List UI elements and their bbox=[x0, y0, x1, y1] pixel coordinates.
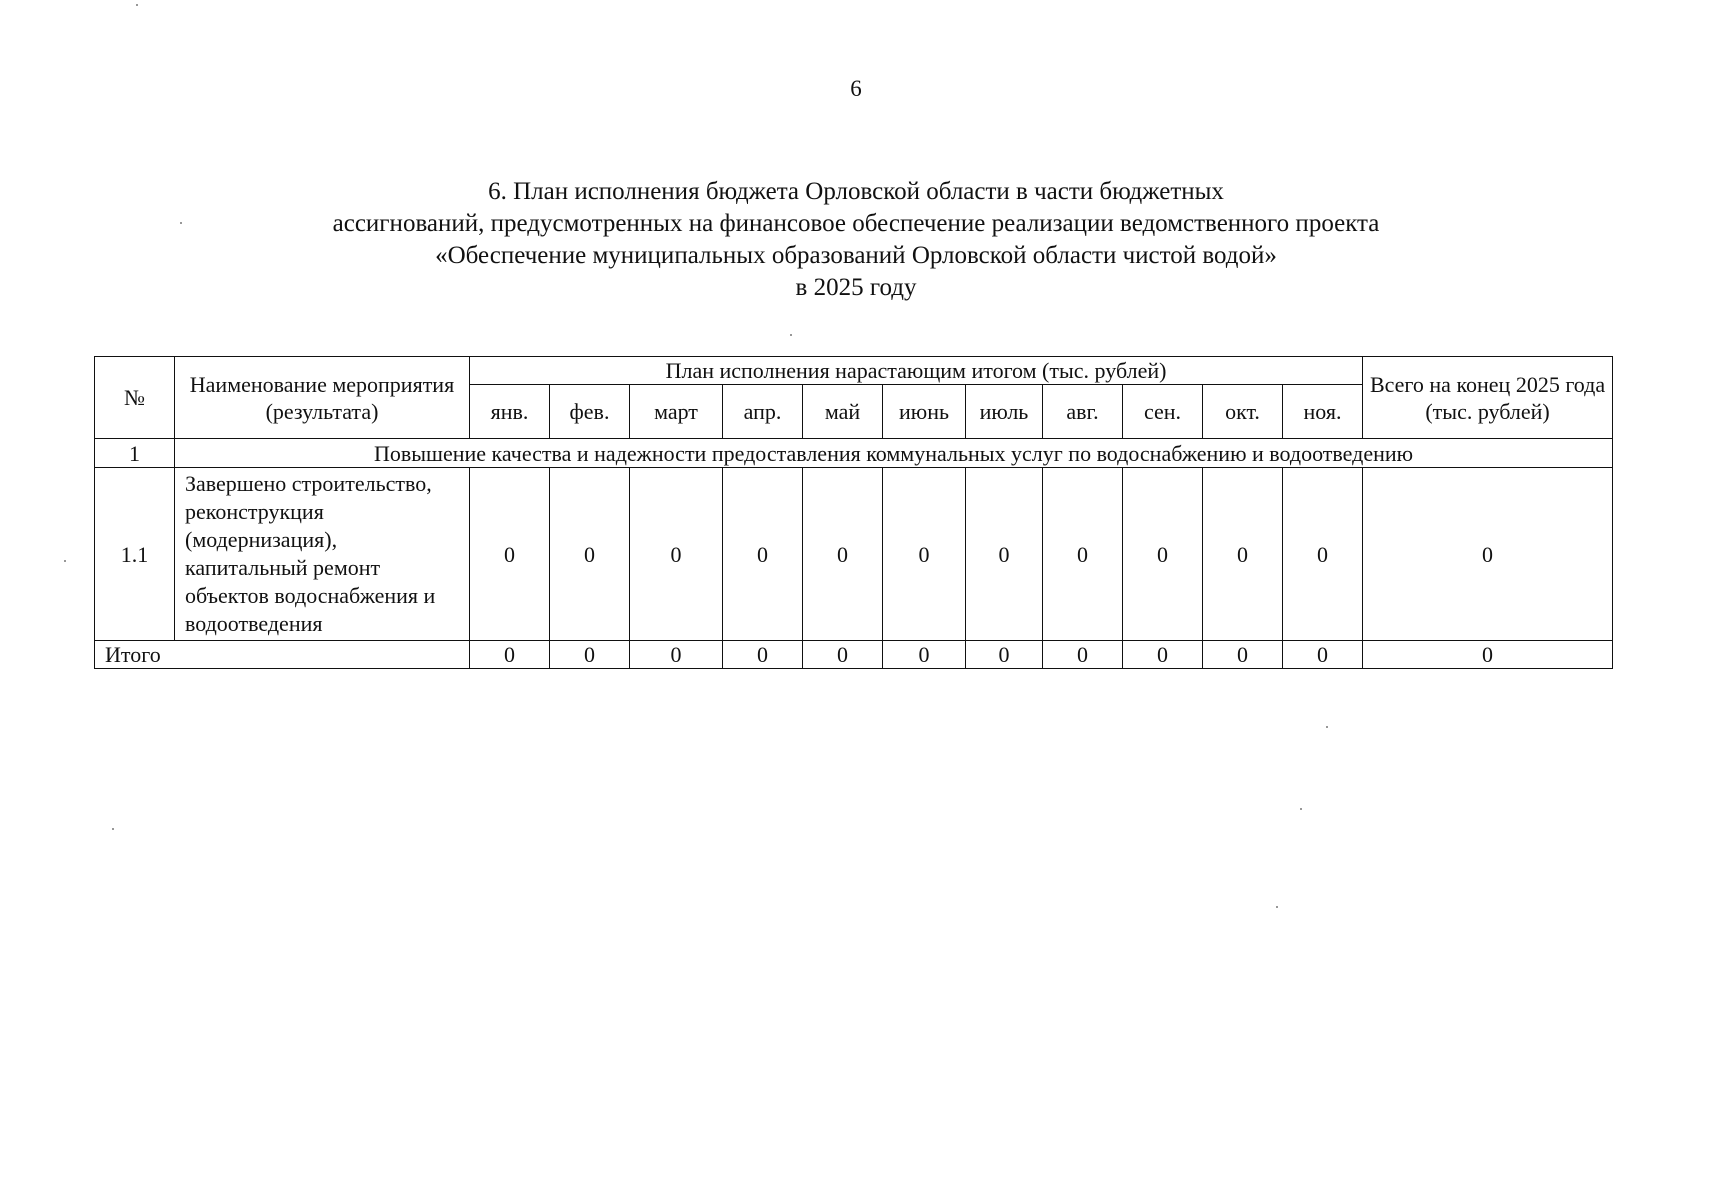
row-value: 0 bbox=[470, 468, 550, 641]
row-value: 0 bbox=[723, 468, 803, 641]
budget-plan-table bbox=[94, 356, 1613, 669]
title-line-1: 6. План исполнения бюджета Орловской области в части бюджетных bbox=[488, 178, 1224, 205]
scan-speck bbox=[180, 222, 182, 224]
col-header-plan: План исполнения нарастающим итогом (тыс. рублей) bbox=[470, 357, 1363, 385]
month-header: сен. bbox=[1123, 385, 1203, 439]
title-line-3: «Обеспечение муниципальных образований Орловской области чистой водой» bbox=[435, 242, 1277, 269]
row-value: 0 bbox=[550, 468, 630, 641]
month-header: янв. bbox=[470, 385, 550, 439]
title-line-2: ассигнований, предусмотренных на финансовое обеспечение реализации ведомственного проекта bbox=[332, 210, 1380, 237]
totals-value: 0 bbox=[1203, 641, 1283, 669]
scan-speck bbox=[1326, 726, 1328, 728]
header-row-top bbox=[95, 357, 1613, 385]
totals-value: 0 bbox=[1123, 641, 1203, 669]
col-header-name: Наименование мероприятия (результата) bbox=[175, 357, 470, 439]
totals-value: 0 bbox=[723, 641, 803, 669]
row-value: 0 bbox=[803, 468, 883, 641]
section-row bbox=[95, 439, 1613, 468]
month-header: май bbox=[803, 385, 883, 439]
scan-speck bbox=[790, 334, 792, 336]
month-header: авг. bbox=[1043, 385, 1123, 439]
section-title: Повышение качества и надежности предоставления коммунальных услуг по водоснабжению и водоотведению bbox=[175, 439, 1613, 468]
col-header-number: № bbox=[95, 357, 175, 439]
totals-value: 0 bbox=[550, 641, 630, 669]
totals-value: 0 bbox=[1283, 641, 1363, 669]
month-header: апр. bbox=[723, 385, 803, 439]
row-number: 1.1 bbox=[95, 468, 175, 641]
month-header: окт. bbox=[1203, 385, 1283, 439]
row-value: 0 bbox=[1283, 468, 1363, 641]
month-header: фев. bbox=[550, 385, 630, 439]
totals-row bbox=[95, 641, 1613, 669]
totals-value: 0 bbox=[803, 641, 883, 669]
page-number: 6 bbox=[850, 76, 862, 101]
row-name: Завершено строительство, реконструкция (модернизация), капитальный ремонт объектов водоснабжения и водоотведения bbox=[175, 468, 470, 641]
month-header: ноя. bbox=[1283, 385, 1363, 439]
scan-speck bbox=[64, 560, 66, 562]
totals-value: 0 bbox=[470, 641, 550, 669]
document-title bbox=[200, 176, 1512, 304]
row-value: 0 bbox=[1043, 468, 1123, 641]
row-value: 0 bbox=[883, 468, 966, 641]
month-header: март bbox=[630, 385, 723, 439]
month-header: июль bbox=[966, 385, 1043, 439]
col-header-total: Всего на конец 2025 года (тыс. рублей) bbox=[1363, 357, 1613, 439]
scan-speck bbox=[112, 828, 114, 830]
totals-value: 0 bbox=[883, 641, 966, 669]
row-total: 0 bbox=[1363, 468, 1613, 641]
month-header: июнь bbox=[883, 385, 966, 439]
totals-label: Итого bbox=[95, 641, 470, 669]
totals-grand-total: 0 bbox=[1363, 641, 1613, 669]
totals-value: 0 bbox=[630, 641, 723, 669]
row-value: 0 bbox=[1203, 468, 1283, 641]
table-row bbox=[95, 468, 1613, 641]
row-value: 0 bbox=[966, 468, 1043, 641]
scan-speck bbox=[1300, 808, 1302, 810]
section-number: 1 bbox=[95, 439, 175, 468]
totals-value: 0 bbox=[966, 641, 1043, 669]
row-value: 0 bbox=[630, 468, 723, 641]
row-value: 0 bbox=[1123, 468, 1203, 641]
totals-value: 0 bbox=[1043, 641, 1123, 669]
scan-speck bbox=[136, 4, 138, 6]
scan-speck bbox=[1276, 906, 1278, 908]
title-line-4: в 2025 году bbox=[795, 274, 917, 301]
